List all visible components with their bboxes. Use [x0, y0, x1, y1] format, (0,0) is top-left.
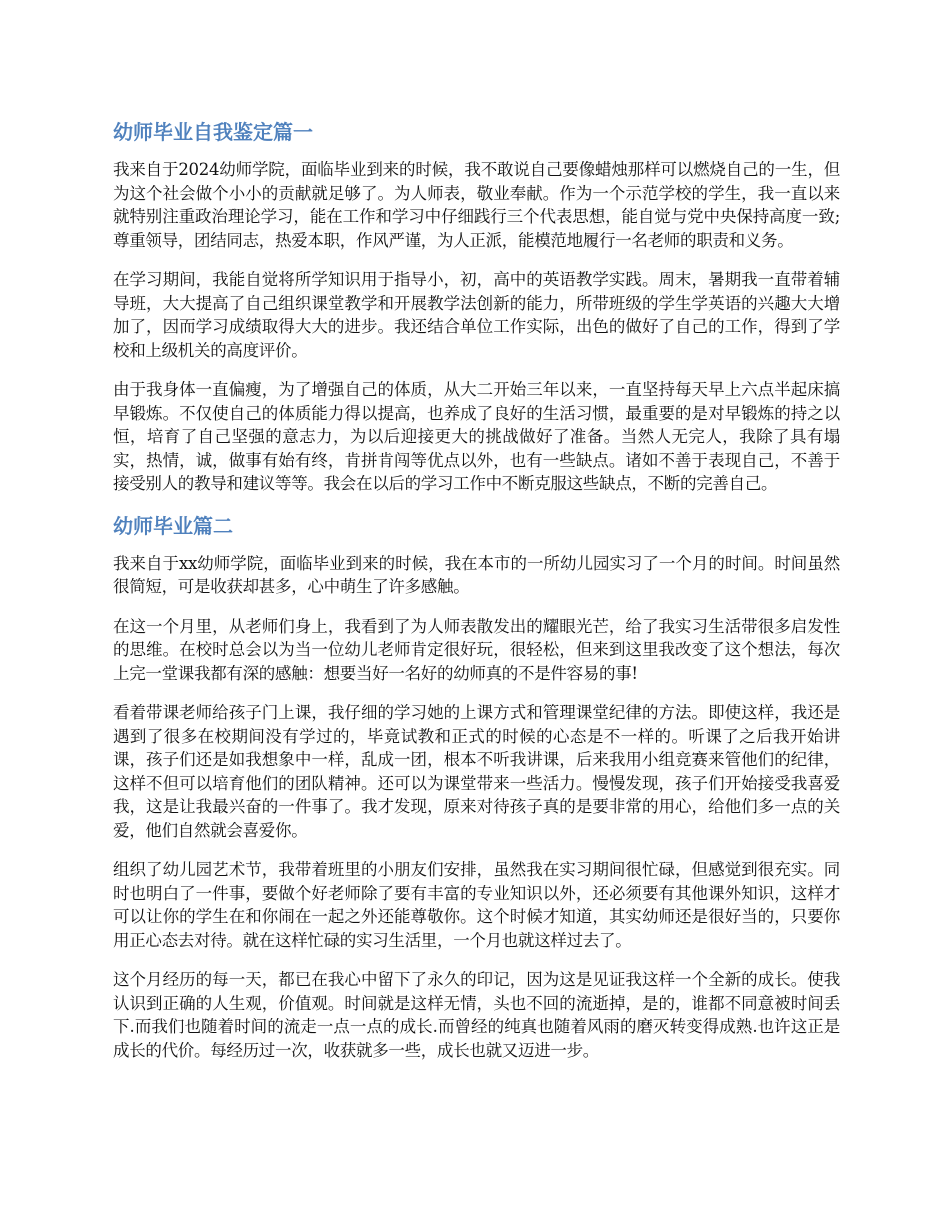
paragraph: 在学习期间，我能自觉将所学知识用于指导小，初，高中的英语教学实践。周末，暑期我一直带着辅导班，大大提高了自己组织课堂教学和开展教学法创新的能力，所带班级的学生学英语的兴趣大大增加了，因而学习成绩取得大大的进步。我还结合单位工作实际，出色的做好了自己的工作，得到了学校和上级机关的高度评价。	[113, 270, 840, 360]
document-page	[113, 118, 840, 1078]
paragraph: 由于我身体一直偏瘦，为了增强自己的体质，从大二开始三年以来，一直坚持每天早上六点半起床搞早锻炼。不仅使自己的体质能力得以提高，也养成了良好的生活习惯，最重要的是对早锻炼的持之以恒，培育了自己坚强的意志力，为以后迎接更大的挑战做好了准备。当然人无完人，我除了具有塌实，热情，诚，做事有始有终，肯拼肯闯等优点以外，也有一些缺点。诸如不善于表现自己，不善于接受别人的教导和建议等等。我会在以后的学习工作中不断克服这些缺点，不断的完善自己。	[113, 380, 840, 493]
paragraph: 组织了幼儿园艺术节，我带着班里的小朋友们安排，虽然我在实习期间很忙碌，但感觉到很充实。同时也明白了一件事，要做个好老师除了要有丰富的专业知识以外，还必须要有其他课外知识，这样才可以让你的学生在和你闹在一起之外还能尊敬你。这个时候才知道，其实幼师还是很好当的，只要你用正心态去对待。就在这样忙碌的实习生活里，一个月也就这样过去了。	[113, 860, 840, 950]
paragraph: 在这一个月里，从老师们身上，我看到了为人师表散发出的耀眼光芒，给了我实习生活带很多启发性的思维。在校时总会以为当一位幼儿老师肯定很好玩，很轻松，但来到这里我改变了这个想法，每次上完一堂课我都有深的感触：想要当好一名好的幼师真的不是件容易的事!	[113, 616, 840, 683]
paragraph: 这个月经历的每一天，都已在我心中留下了永久的印记，因为这是见证我这样一个全新的成长。使我认识到正确的人生观，价值观。时间就是这样无情，头也不回的流逝掉，是的，谁都不同意被时间丢下.而我们也随着时间的流走一点一点的成长.而曾经的纯真也随着风雨的磨灭转变得成熟.也许这正是成长的代价。每经历过一次，收获就多一些，成长也就又迈进一步。	[113, 970, 840, 1060]
paragraph: 看着带课老师给孩子门上课，我仔细的学习她的上课方式和管理课堂纪律的方法。即使这样，我还是遇到了很多在校期间没有学过的，毕竟试教和正式的时候的心态是不一样的。听课了之后我开始讲课，孩子们还是如我想象中一样，乱成一团，根本不听我讲课，后来我用小组竞赛来管他们的纪律，这样不但可以培育他们的团队精神。还可以为课堂带来一些活力。慢慢发现，孩子们开始接受我喜爱我，这是让我最兴奋的一件事了。我才发现，原来对待孩子真的是要非常的用心，给他们多一点的关爱，他们自然就会喜爱你。	[113, 703, 840, 840]
section-heading: 幼师毕业自我鉴定篇一	[113, 120, 313, 144]
paragraph: 我来自于xx幼师学院，面临毕业到来的时候，我在本市的一所幼儿园实习了一个月的时间。时间虽然很简短，可是收获却甚多，心中萌生了许多感触。	[113, 553, 840, 596]
section-1	[113, 118, 840, 496]
section-2	[113, 512, 840, 1063]
section-heading: 幼师毕业篇二	[113, 513, 233, 538]
paragraph: 我来自于2024幼师学院，面临毕业到来的时候，我不敢说自己要像蜡烛那样可以燃烧自己的一生，但为这个社会做个小小的贡献就足够了。为人师表，敬业奉献。作为一个示范学校的学生，我一直以来就特别注重政治理论学习，能在工作和学习中仔细践行三个代表思想，能自觉与党中央保持高度一致;尊重领导，团结同志，热爱本职，作风严谨，为人正派，能模范地履行一名老师的职责和义务。	[113, 160, 840, 250]
